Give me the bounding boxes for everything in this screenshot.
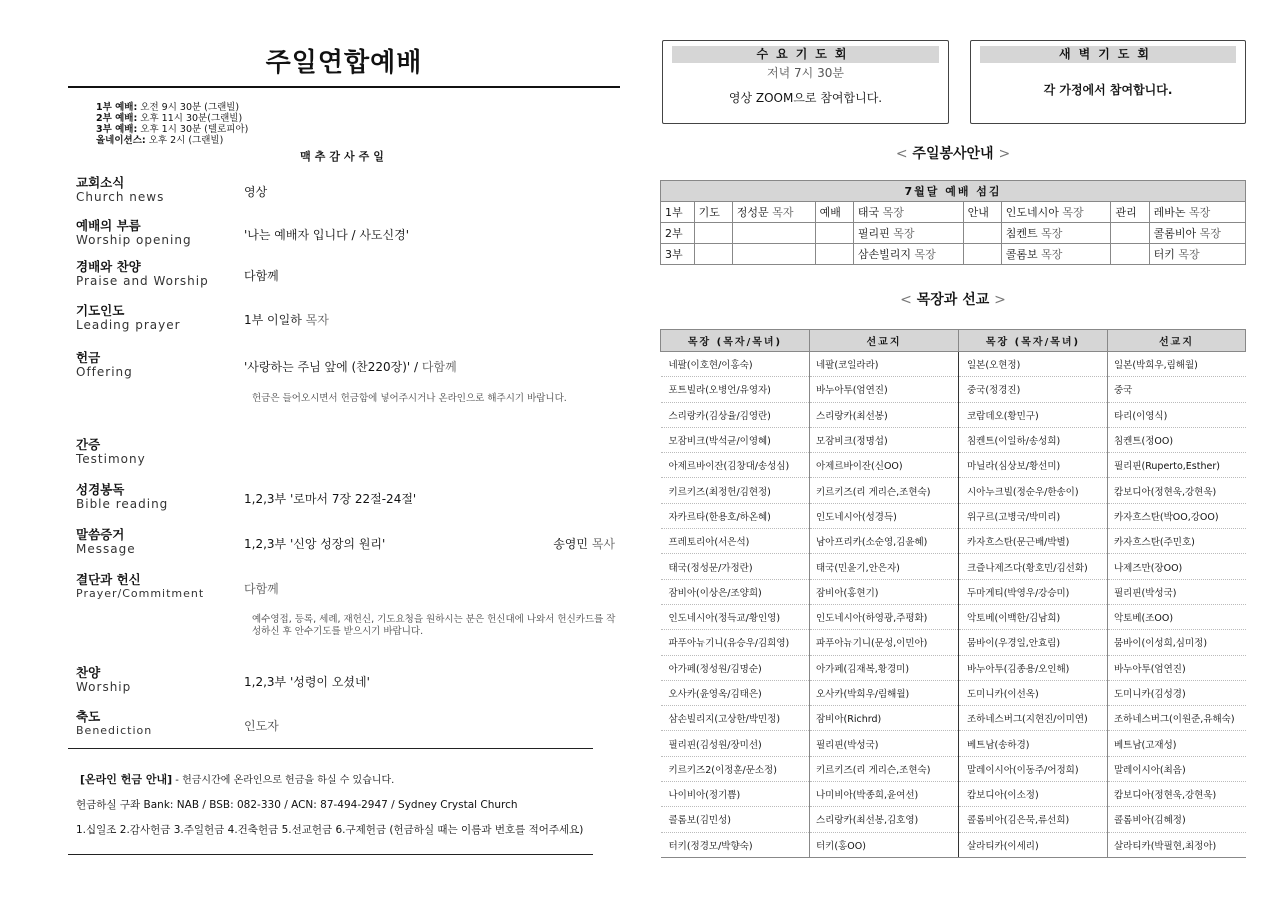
dawn-prayer-box: 새벽기도회 각 가정에서 참여합니다. bbox=[970, 40, 1246, 124]
table-row bbox=[661, 529, 1246, 554]
table-row: 2부 필리핀 목장 침켄트 목장 콜롬비아 목장 bbox=[661, 223, 1246, 244]
mokjang-cell: 마닐라(심상보/황선미) bbox=[959, 453, 1108, 478]
mission-field-cell: 네팔(코일라라) bbox=[810, 352, 959, 377]
table-row bbox=[661, 756, 1246, 781]
table-row bbox=[661, 731, 1246, 756]
mokjang-cell: 네팔(이호현/이홍숙) bbox=[661, 352, 810, 377]
table-row bbox=[661, 807, 1246, 832]
mission-field-cell: 뭄바이(이성희,심미정) bbox=[1108, 630, 1246, 655]
column-header: 목장 (목자/목녀) bbox=[959, 330, 1108, 352]
mission-field-cell: 콜롬비아(김혜정) bbox=[1108, 807, 1246, 832]
mokjang-cell: 포트빌라(오병언/유영자) bbox=[661, 377, 810, 402]
mission-field-cell: 캄보디아(정현욱,강현욱) bbox=[1108, 782, 1246, 807]
mokjang-cell: 필리핀(김성원/장미선) bbox=[661, 731, 810, 756]
divider bbox=[68, 748, 593, 749]
mission-field-cell: 키르키즈(리 게리슨,조현숙) bbox=[810, 478, 959, 503]
mission-field-cell: 필리핀(박성국) bbox=[810, 731, 959, 756]
mission-field-cell: 일본(박희우,림해월) bbox=[1108, 352, 1246, 377]
mokjang-cell: 위구르(고병국/박미리) bbox=[959, 503, 1108, 528]
mokjang-cell: 프레토리아(서은석) bbox=[661, 529, 810, 554]
mokjang-cell: 아제르바이잔(김창대/송성심) bbox=[661, 453, 810, 478]
mokjang-cell: 카자흐스탄(문근배/박별) bbox=[959, 529, 1108, 554]
mission-field-cell: 캄보디아(정현욱,강현욱) bbox=[1108, 478, 1246, 503]
mission-field-cell: 카자흐스탄(주민호) bbox=[1108, 529, 1246, 554]
schedule-row: 2부 예배: 오후 11시 30분(그랜빌) bbox=[96, 113, 243, 124]
online-offering-info: [온라인 헌금 안내] - 헌금시간에 온라인으로 헌금을 하실 수 있습니다. bbox=[80, 773, 395, 786]
mission-rows bbox=[661, 352, 1246, 858]
table-row bbox=[661, 706, 1246, 731]
table-row bbox=[661, 782, 1246, 807]
mokjang-cell: 침켄트(이일하/송성희) bbox=[959, 427, 1108, 452]
mokjang-cell: 일본(오현정) bbox=[959, 352, 1108, 377]
mission-field-cell: 바누아투(엄연진) bbox=[810, 377, 959, 402]
table-row bbox=[661, 655, 1246, 680]
wednesday-prayer-box: 수요기도회 저녁 7시 30분 영상 ZOOM으로 참여합니다. bbox=[662, 40, 949, 124]
mokjang-cell: 삼손빌리지(고상한/박민정) bbox=[661, 706, 810, 731]
order-item: 교회소식 Church news 영상 bbox=[76, 175, 268, 204]
mission-field-cell: 스리랑카(최선봉) bbox=[810, 402, 959, 427]
table-row bbox=[661, 453, 1246, 478]
mokjang-cell: 크즐나제즈다(황호민/김선화) bbox=[959, 554, 1108, 579]
order-item: 간증 Testimony bbox=[76, 437, 146, 466]
mokjang-cell: 도미니카(이선옥) bbox=[959, 680, 1108, 705]
mokjang-cell: 오사카(윤영옥/김태은) bbox=[661, 680, 810, 705]
mission-field-cell: 오사카(박희우/림해월) bbox=[810, 680, 959, 705]
mokjang-cell: 키르키즈2(이정훈/문소정) bbox=[661, 756, 810, 781]
mission-field-cell: 살라티카(박필현,최정아) bbox=[1108, 832, 1246, 857]
mission-field-cell: 스리랑카(최선봉,김호영) bbox=[810, 807, 959, 832]
mission-field-cell: 타리(이영식) bbox=[1108, 402, 1246, 427]
mokjang-cell: 캄보디아(이소정) bbox=[959, 782, 1108, 807]
mokjang-cell: 콜롬비아(김은묵,류선희) bbox=[959, 807, 1108, 832]
order-item: 말씀증거 Message 1,2,3부 '신앙 성장의 원리' 송영민 목사 bbox=[76, 527, 615, 556]
mission-table bbox=[660, 329, 1246, 858]
service-header: 7월달 예배 섬김 bbox=[661, 181, 1246, 202]
mission-field-cell: 아가페(김재복,황경미) bbox=[810, 655, 959, 680]
order-item: 경배와 찬양 Praise and Worship 다함께 bbox=[76, 259, 279, 288]
order-item: 축도 Benediction 인도자 bbox=[76, 709, 279, 737]
mokjang-cell: 살라티카(이세리) bbox=[959, 832, 1108, 857]
order-item: 결단과 헌신 Prayer/Commitment 다함께 bbox=[76, 572, 279, 600]
mokjang-cell: 터키(정경모/박향숙) bbox=[661, 832, 810, 857]
divider bbox=[68, 854, 593, 855]
commitment-note: 예수영접, 등록, 세례, 재헌신, 기도요청을 원하시는 분은 헌신대에 나와서 헌신카드를 작성하신 후 안수기도를 받으시기 바랍니다. bbox=[252, 614, 616, 637]
mokjang-cell: 콜롬보(김민성) bbox=[661, 807, 810, 832]
mokjang-cell: 아가페(정성원/김명순) bbox=[661, 655, 810, 680]
mission-field-cell: 말레이시아(최음) bbox=[1108, 756, 1246, 781]
mission-field-cell: 키르키즈(리 게리슨,조현숙) bbox=[810, 756, 959, 781]
service-section-title: < 주일봉사안내 > bbox=[895, 146, 1011, 162]
speaker: 송영민 목사 bbox=[553, 537, 615, 551]
mokjang-cell: 파푸아뉴기니(유승우/김희영) bbox=[661, 630, 810, 655]
table-row bbox=[661, 630, 1246, 655]
table-row: 3부 삼손빌리지 목장 콜롬보 목장 터키 목장 bbox=[661, 244, 1246, 265]
service-subtitle: 맥추감사주일 bbox=[300, 150, 388, 163]
mokjang-cell: 중국(정경진) bbox=[959, 377, 1108, 402]
mission-field-cell: 바누아투(엄연진) bbox=[1108, 655, 1246, 680]
mokjang-cell: 코람데오(황민구) bbox=[959, 402, 1108, 427]
mission-field-cell: 카자흐스탄(박OO,강OO) bbox=[1108, 503, 1246, 528]
mokjang-cell: 말레이시아(이동주/어정희) bbox=[959, 756, 1108, 781]
mokjang-cell: 키르키즈(최정헌/김현정) bbox=[661, 478, 810, 503]
mokjang-cell: 바누아투(김종용/오인해) bbox=[959, 655, 1108, 680]
table-row bbox=[661, 579, 1246, 604]
mission-field-cell: 잠비아(Richrd) bbox=[810, 706, 959, 731]
table-row bbox=[661, 352, 1246, 377]
table-row bbox=[661, 680, 1246, 705]
mokjang-cell: 베트남(송하경) bbox=[959, 731, 1108, 756]
mokjang-cell: 시아누크빌(정순우/한송이) bbox=[959, 478, 1108, 503]
table-row: 1부 기도 정성문 목자 예배 태국 목장 안내 인도네시아 목장 관리 레바논 목장 bbox=[661, 202, 1246, 223]
mission-field-cell: 모잠비크(정명섭) bbox=[810, 427, 959, 452]
mokjang-cell: 스리랑카(김상율/김영란) bbox=[661, 402, 810, 427]
mokjang-cell: 나이비아(정기쁨) bbox=[661, 782, 810, 807]
mission-field-cell: 악토베(조OO) bbox=[1108, 604, 1246, 629]
mokjang-cell: 태국(정성문/가정란) bbox=[661, 554, 810, 579]
order-item: 성경봉독 Bible reading 1,2,3부 '로마서 7장 22절-24절' bbox=[76, 482, 417, 511]
mokjang-cell: 인도네시아(정득교/황인영) bbox=[661, 604, 810, 629]
order-item: 헌금 Offering '사랑하는 주님 앞에 (찬220장)' / 다함께 bbox=[76, 350, 457, 379]
table-row bbox=[661, 427, 1246, 452]
mission-field-cell: 인도네시아(성경득) bbox=[810, 503, 959, 528]
mission-section-title: < 목장과 선교 > bbox=[900, 292, 1006, 308]
mission-field-cell: 잠비아(홍현기) bbox=[810, 579, 959, 604]
left-page bbox=[68, 40, 620, 836]
service-table bbox=[660, 180, 1246, 265]
mokjang-cell: 모잠비크(박석균/이영혜) bbox=[661, 427, 810, 452]
mission-field-cell: 중국 bbox=[1108, 377, 1246, 402]
mission-field-cell: 필리핀(Ruperto,Esther) bbox=[1108, 453, 1246, 478]
table-row bbox=[661, 503, 1246, 528]
column-header: 선교지 bbox=[810, 330, 959, 352]
mission-field-cell: 필리핀(박성국) bbox=[1108, 579, 1246, 604]
mission-field-cell: 남아프리카(소순영,김윤혜) bbox=[810, 529, 959, 554]
table-row bbox=[661, 554, 1246, 579]
schedule-row: 1부 예배: 오전 9시 30분 (그랜빌) bbox=[96, 102, 240, 113]
mission-field-cell: 파푸아뉴기니(문성,이민아) bbox=[810, 630, 959, 655]
mission-field-cell: 인도네시아(하영광,주평화) bbox=[810, 604, 959, 629]
page-title: 주일연합예배 bbox=[68, 40, 620, 88]
column-header: 목장 (목자/목녀) bbox=[661, 330, 810, 352]
mission-field-cell: 베트남(고재성) bbox=[1108, 731, 1246, 756]
schedule-row: 올네이션스: 오후 2시 (그랜빌) bbox=[96, 135, 224, 146]
mokjang-cell: 두마게티(박영우/강승미) bbox=[959, 579, 1108, 604]
table-row bbox=[661, 478, 1246, 503]
mokjang-cell: 조하네스버그(지현진/이미연) bbox=[959, 706, 1108, 731]
mission-field-cell: 아제르바이잔(신OO) bbox=[810, 453, 959, 478]
order-item: 기도인도 Leading prayer 1부 이일하 목자 bbox=[76, 303, 329, 332]
mission-field-cell: 태국(민윤기,안은자) bbox=[810, 554, 959, 579]
mokjang-cell: 뭄바이(우경일,안효림) bbox=[959, 630, 1108, 655]
mokjang-cell: 잠비아(이상은/조양희) bbox=[661, 579, 810, 604]
table-row bbox=[661, 402, 1246, 427]
mission-field-cell: 조하네스버그(이원준,유해숙) bbox=[1108, 706, 1246, 731]
mission-field-cell: 나미비아(박종희,윤여선) bbox=[810, 782, 959, 807]
column-header: 선교지 bbox=[1108, 330, 1246, 352]
mission-field-cell: 침켄트(정OO) bbox=[1108, 427, 1246, 452]
offering-types: 1.십일조 2.감사헌금 3.주일헌금 4.건축헌금 5.선교헌금 6.구제헌금 (헌금하실 때는 이름과 번호를 적어주세요) bbox=[76, 824, 584, 836]
schedule bbox=[96, 102, 620, 146]
offering-note: 헌금은 들어오시면서 헌금함에 넣어주시거나 온라인으로 해주시기 바랍니다. bbox=[252, 393, 567, 404]
order-item: 찬양 Worship 1,2,3부 '성령이 오셨네' bbox=[76, 665, 370, 694]
mokjang-cell: 자카르타(한용호/하온혜) bbox=[661, 503, 810, 528]
mission-field-cell: 도미니카(김성경) bbox=[1108, 680, 1246, 705]
table-row bbox=[661, 377, 1246, 402]
mokjang-cell: 악토베(이백한/김남희) bbox=[959, 604, 1108, 629]
mission-field-cell: 나제즈만(장OO) bbox=[1108, 554, 1246, 579]
table-row bbox=[661, 832, 1246, 857]
table-row bbox=[661, 604, 1246, 629]
schedule-row: 3부 예배: 오후 1시 30분 (텔로피아) bbox=[96, 124, 249, 135]
mission-field-cell: 터키(홍OO) bbox=[810, 832, 959, 857]
order-item: 예배의 부름 Worship opening '나는 예배자 입니다 / 사도신경' bbox=[76, 218, 410, 247]
bank-account: 헌금하실 구좌 Bank: NAB / BSB: 082-330 / ACN: 87-494-2947 / Sydney Crystal Church bbox=[76, 799, 518, 811]
